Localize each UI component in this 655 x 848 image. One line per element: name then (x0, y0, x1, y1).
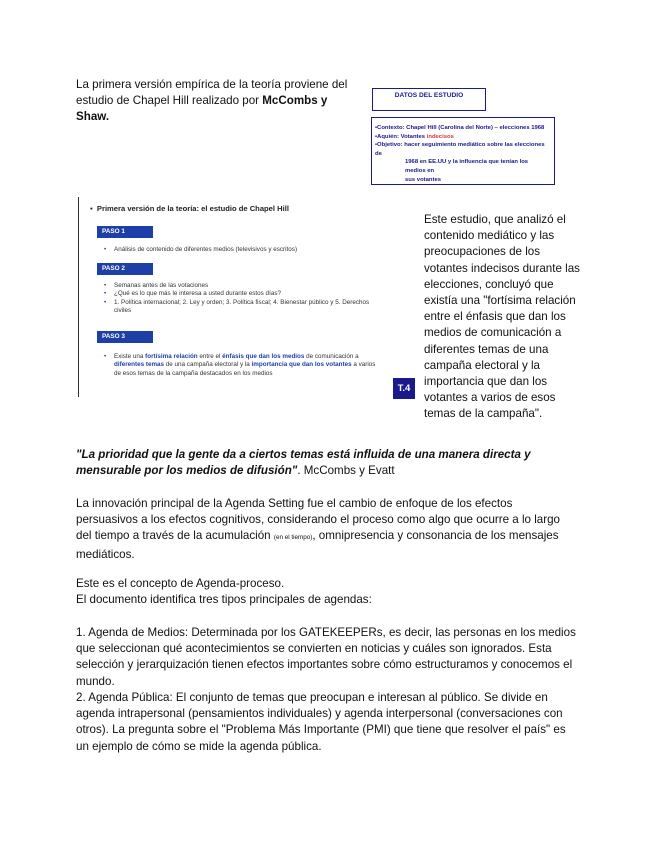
innovation-text-b: , omnipresencia y consonancia de los mensajes mediáticos. (76, 529, 559, 561)
paso-2-label: PASO 2 (97, 263, 153, 275)
paso-1-bullet: • Análisis de contenido de diferentes medios (televisivos y escritos) (104, 246, 382, 254)
paso-3-bullets (104, 353, 382, 378)
datos-line-quien (375, 133, 550, 142)
paso-3-hl-votantes: importancia que dan los votantes (251, 361, 352, 369)
datos-estudio-box (371, 117, 555, 185)
datos-quien-label: •Aquién: Votantes (375, 133, 427, 140)
paso-1-label: PASO 1 (97, 226, 153, 238)
innovation-paragraph (76, 496, 576, 563)
intro-authors: McCombs y Shaw. (76, 94, 328, 124)
intro-paragraph (76, 77, 352, 126)
slide-number-badge: T.4 (393, 378, 415, 399)
intro-text: La primera versión empírica de la teoría proviene del estudio de Chapel Hill realizado por (76, 78, 348, 108)
paso-3-text-c: entre el (197, 353, 223, 360)
quote-block (76, 447, 576, 479)
agenda-publica-paragraph: 2. Agenda Pública: El conjunto de temas que preocupan e interesan al público. Se divide en agenda intrapersonal (pensamientos individuales) y agenda interpersonal (conversaciones con otros). La pregunta sobre el "Problema Más Importante (PMI) que tiene que resolver el país" es un ejemplo de cómo se mide la agenda pública. (76, 691, 566, 753)
quote-text: "La prioridad que la gente da a ciertos temas está influida de una manera directa y mensurable por los medios de difusión" (76, 448, 531, 478)
innovation-small: (en el tiempo) (273, 534, 313, 542)
paso-2-bullet-1: • Semanas antes de las votaciones (104, 282, 382, 290)
slide-left-border (78, 197, 79, 397)
paso-3-text-e: de comunicación a (304, 353, 359, 360)
datos-estudio-title: DATOS DEL ESTUDIO (372, 88, 486, 111)
innovation-text-a: La innovación principal de la Agenda Setting fue el cambio de enfoque de los efectos persuasivos a los efectos cognitivos, considerando el proceso como algo que ocurre a lo largo del tiempo a través de la acumulación (76, 497, 560, 543)
datos-line-objetivo-3: sus votantes (405, 176, 442, 183)
slide-title: ▪ Primera versión de la teoría: el estudio de Chapel Hill (90, 204, 289, 213)
paso-3-bullet (104, 353, 382, 378)
paso-3-text-a: Existe una (114, 353, 146, 360)
datos-quien-value: indecisos (426, 133, 454, 140)
paso-3-hl-temas: diferentes temas (114, 361, 165, 369)
paso-3-text-g: de una campaña electoral y la (164, 361, 252, 369)
paso-2-bullet-2: • ¿Qué es lo que más le interesa a usted durante estos días? (104, 290, 382, 298)
paso-2-bullet-3: • 1. Política internacional; 2. Ley y orden; 3. Política fiscal; 4. Bienestar público y 5. Derechos civiles (104, 299, 382, 316)
paso-3-text-i: a varios de esos temas de la campaña destacados en los medios (114, 361, 376, 377)
paso-1-bullets (104, 246, 382, 254)
agenda-medios-paragraph: 1. Agenda de Medios: Determinada por los GATEKEEPERs, es decir, las personas en los medios que seleccionan qué acontecimientos se convierten en noticias y cuáles son ignorados. Esta selección y jerarquización tienen efectos importantes sobre cómo estructuramos y conocemos el mundo. (76, 626, 576, 688)
concept-line-1: Este es el concepto de Agenda-proceso. (76, 577, 285, 590)
datos-line-contexto: •Contexto: Chapel Hill (Carolina del Norte) – elecciones 1968 (375, 125, 545, 131)
side-paragraph: Este estudio, que analizó el contenido mediático y las preocupaciones de los votantes indecisos durante las elecciones, concluyó que existía una "fortísima relación entre el énfasis que dan los medios de comunicación a diferentes temas de una campaña electoral y la importancia que dan los votantes a varios de esos temas de la campaña". (424, 213, 580, 421)
datos-line-objetivo: •Objetivo: hacer seguimiento mediático sobre las elecciones de (375, 142, 545, 157)
concept-line-2: El documento identifica tres tipos principales de agendas: (76, 593, 372, 607)
paso-2-bullets (104, 282, 382, 316)
concept-paragraph (76, 576, 576, 608)
paso-3-hl-relacion: fortísima relación (145, 353, 198, 360)
datos-line-objetivo-2: 1968 en EE.UU y la influencia que tenían los medios en (405, 159, 529, 174)
paso-3-hl-enfasis: énfasis que dan los medios (222, 353, 305, 360)
paso-3-label: PASO 3 (97, 331, 153, 343)
quote-attribution: . McCombs y Evatt (297, 464, 395, 478)
slide-title-text: Primera versión de la teoría: el estudio de Chapel Hill (96, 204, 289, 213)
